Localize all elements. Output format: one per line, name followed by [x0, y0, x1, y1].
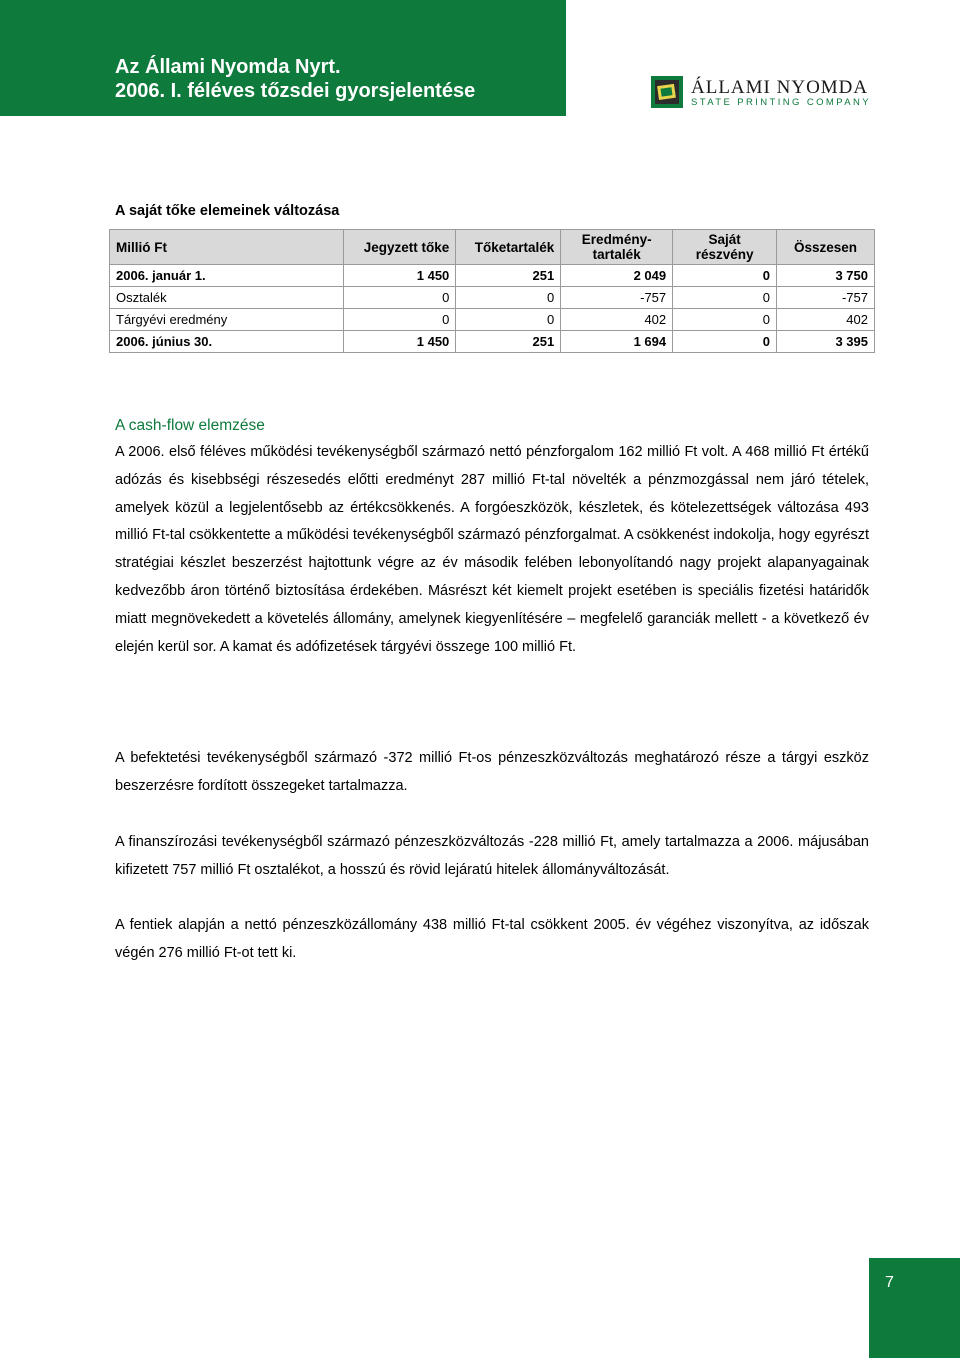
financing-paragraph: A finanszírozási tevékenységből származó pénzeszközváltozás -228 millió Ft, amely tartalmazza a 2006. májusában kifizetett 757 millió Ft osztalékot, a hosszú és rövid lejáratú hitelek állományváltozását. [115, 834, 869, 878]
cell-value: -757 [561, 287, 673, 309]
cell-value: -757 [777, 287, 875, 309]
table-row [110, 265, 875, 287]
investing-paragraph: A befektetési tevékenységből származó -372 millió Ft-os pénzeszközváltozás meghatározó része a tárgyi eszköz beszerzésre fordított összegeket tartalmazza. [115, 750, 869, 794]
cell-value: 1 450 [344, 265, 456, 287]
cell-value: 0 [673, 287, 777, 309]
cashflow-paragraph: A 2006. első féléves működési tevékenységből származó nettó pénzforgalom 162 millió Ft volt. A 468 millió Ft értékű adózás és kisebbségi részesedés előtti eredményt 287 millió Ft-tal növelték a pénzmozgással nem járó tételek, amelyek közül a legjelentősebb az értékcsökkenés. A forgóeszközök, készletek, és kötelezettségek változása 493 millió Ft-tal csökkentette a működési tevékenységből származó pénzforgalmat. A csökkenést indokolja, hogy egyrészt stratégiai készlet beszerzést hajtottunk végre az év második felében lebonyolítandó nagy projekt alapanyagainak kedvezőbb áron történő biztosítása érdekében. Másrészt két kiemelt projekt esetében is speciális fizetési határidők miatt megnövekedett a követelés állomány, amelynek kiegyenlítésére – megfelelő garanciák mellett - a következő év elején kerül sor. A kamat és adófizetések tárgyévi összege 100 millió Ft. [115, 444, 869, 655]
column-header: Összesen [777, 230, 875, 265]
company-name: Az Állami Nyomda Nyrt. [115, 56, 341, 78]
row-label: Tárgyévi eredmény [110, 309, 344, 331]
cell-value: 251 [456, 265, 561, 287]
logo-mark-icon [651, 76, 683, 108]
company-logo [651, 76, 872, 110]
equity-section-title: A saját tőke elemeinek változása [115, 203, 340, 219]
table-row [110, 287, 875, 309]
column-header: Millió Ft [110, 230, 344, 265]
cell-value: 3 395 [777, 331, 875, 353]
page-number-box [869, 1258, 960, 1358]
column-header: Tőketartalék [456, 230, 561, 265]
cell-value: 402 [777, 309, 875, 331]
cell-value: 0 [456, 309, 561, 331]
cell-value: 0 [673, 331, 777, 353]
cell-value: 251 [456, 331, 561, 353]
cell-value: 402 [561, 309, 673, 331]
column-header: Jegyzett tőke [344, 230, 456, 265]
cell-value: 0 [673, 265, 777, 287]
cell-value: 0 [344, 309, 456, 331]
report-title: 2006. I. féléves tőzsdei gyorsjelentése [115, 80, 476, 102]
table-row [110, 309, 875, 331]
cell-value: 3 750 [777, 265, 875, 287]
page-number: 7 [885, 1274, 894, 1291]
cell-value: 0 [673, 309, 777, 331]
cell-value: 1 694 [561, 331, 673, 353]
table-row [110, 331, 875, 353]
column-header: Saját részvény [673, 230, 777, 265]
cell-value: 0 [344, 287, 456, 309]
row-label: 2006. január 1. [110, 265, 344, 287]
cell-value: 2 049 [561, 265, 673, 287]
cashflow-section-title: A cash-flow elemzése [115, 417, 265, 434]
logo-subtitle: STATE PRINTING COMPANY [691, 97, 872, 108]
logo-name: ÁLLAMI NYOMDA [691, 77, 869, 98]
equity-table [109, 229, 875, 353]
row-label: Osztalék [110, 287, 344, 309]
header-band [0, 0, 566, 116]
net-cash-paragraph: A fentiek alapján a nettó pénzeszközállomány 438 millió Ft-tal csökkent 2005. év végéhez viszonyítva, az időszak végén 276 millió Ft-ot tett ki. [115, 917, 869, 961]
column-header: Eredmény- tartalék [561, 230, 673, 265]
cell-value: 0 [456, 287, 561, 309]
equity-header-row [110, 230, 875, 265]
cell-value: 1 450 [344, 331, 456, 353]
row-label: 2006. június 30. [110, 331, 344, 353]
